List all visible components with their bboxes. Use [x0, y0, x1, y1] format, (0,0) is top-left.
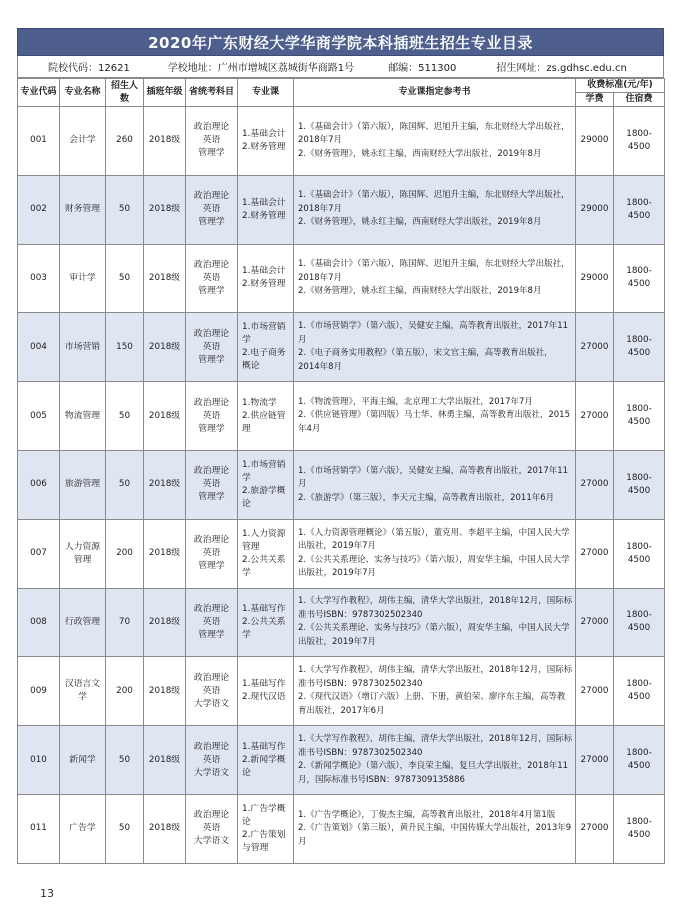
major-code: 008 — [18, 588, 60, 657]
header-lodging: 住宿费 — [614, 93, 665, 107]
reference-books-line: 2.《财务管理》，姚永红主编，西南财经大学出版社，2019年8月 — [298, 148, 542, 159]
tuition: 27000 — [576, 519, 614, 588]
lodging: 1800-4500 — [614, 657, 665, 726]
reference-books-line: 2.《公共关系理论、实务与技巧》（第六版），周安华主编，中国人民大学出版社，2019年7月 — [298, 623, 570, 647]
table-row — [18, 657, 665, 726]
major-table — [17, 78, 665, 864]
table-row — [18, 313, 665, 382]
major-name: 人力资源管理 — [60, 519, 106, 588]
provincial-subjects — [186, 657, 238, 726]
major-courses — [238, 382, 294, 451]
major-code: 002 — [18, 175, 60, 244]
tuition: 27000 — [576, 450, 614, 519]
page-title: 2020年广东财经大学华商学院本科插班生招生专业目录 — [17, 28, 664, 56]
reference-books — [294, 244, 576, 313]
major-courses-line: 2.现代汉语 — [242, 692, 286, 703]
reference-books — [294, 794, 576, 863]
quota: 200 — [106, 657, 144, 726]
major-name: 新闻学 — [60, 726, 106, 795]
quota: 50 — [106, 382, 144, 451]
tuition: 29000 — [576, 244, 614, 313]
table-row — [18, 382, 665, 451]
major-code: 005 — [18, 382, 60, 451]
provincial-subjects — [186, 244, 238, 313]
reference-books — [294, 588, 576, 657]
major-courses — [238, 519, 294, 588]
provincial-subjects — [186, 175, 238, 244]
reference-books — [294, 382, 576, 451]
major-courses-line: 1.基础写作 — [242, 603, 286, 614]
reference-books-line: 1.《广告学概论》，丁俊杰主编，高等教育出版社，2018年4月第1版 — [298, 809, 556, 820]
major-courses-line: 2.公共关系学 — [242, 554, 286, 578]
header-fees: 收费标准(元/年) — [576, 79, 665, 93]
quota: 70 — [106, 588, 144, 657]
provincial-subjects — [186, 450, 238, 519]
major-code: 009 — [18, 657, 60, 726]
provincial-subjects-line: 英语 — [202, 616, 221, 627]
major-courses-line: 1.物流学 — [242, 397, 277, 408]
major-code: 007 — [18, 519, 60, 588]
major-courses-line: 2.新闻学概论 — [242, 754, 286, 778]
reference-books-line: 1.《基础会计》（第六版），陈国辉、迟旭升主编，东北财经大学出版社，2018年7月 — [298, 190, 570, 214]
provincial-subjects-line: 大学语文 — [193, 836, 230, 847]
provincial-subjects-line: 管理学 — [198, 492, 225, 503]
provincial-subjects-line: 管理学 — [198, 354, 225, 365]
major-name: 行政管理 — [60, 588, 106, 657]
reference-books — [294, 519, 576, 588]
school-address: 学校地址：广州市增城区荔城街华商路1号 — [167, 63, 355, 74]
provincial-subjects-line: 政治理论 — [193, 672, 230, 683]
header-grade: 插班年级 — [144, 79, 186, 107]
provincial-subjects — [186, 382, 238, 451]
major-courses — [238, 726, 294, 795]
quota: 50 — [106, 244, 144, 313]
provincial-subjects — [186, 313, 238, 382]
major-code: 011 — [18, 794, 60, 863]
provincial-subjects — [186, 726, 238, 795]
tuition: 27000 — [576, 588, 614, 657]
major-courses-line: 2.电子商务概论 — [242, 348, 286, 372]
table-row — [18, 244, 665, 313]
table-row — [18, 794, 665, 863]
provincial-subjects-line: 政治理论 — [193, 259, 230, 270]
major-code: 006 — [18, 450, 60, 519]
major-name: 广告学 — [60, 794, 106, 863]
table-row — [18, 107, 665, 176]
major-name: 财务管理 — [60, 175, 106, 244]
header-courses: 专业课 — [238, 79, 294, 107]
header-name: 专业名称 — [60, 79, 106, 107]
major-courses — [238, 244, 294, 313]
major-courses-line: 1.市场营销学 — [242, 459, 286, 483]
header-provincial: 省统考科目 — [186, 79, 238, 107]
tuition: 29000 — [576, 107, 614, 176]
reference-books-line: 2.《财务管理》，姚永红主编，西南财经大学出版社，2019年8月 — [298, 217, 542, 228]
provincial-subjects-line: 政治理论 — [193, 741, 230, 752]
lodging: 1800-4500 — [614, 726, 665, 795]
major-code: 004 — [18, 313, 60, 382]
reference-books-line: 1.《基础会计》（第六版），陈国辉、迟旭升主编，东北财经大学出版社，2018年7月 — [298, 121, 570, 146]
provincial-subjects-line: 管理学 — [198, 285, 225, 296]
provincial-subjects-line: 英语 — [202, 823, 221, 834]
header-refs: 专业课指定参考书 — [294, 79, 576, 107]
lodging: 1800-4500 — [614, 175, 665, 244]
major-name: 旅游管理 — [60, 450, 106, 519]
grade: 2018级 — [144, 107, 186, 176]
major-courses-line: 2.广告策划与管理 — [242, 829, 286, 853]
major-courses — [238, 794, 294, 863]
grade: 2018级 — [144, 588, 186, 657]
lodging: 1800-4500 — [614, 519, 665, 588]
reference-books — [294, 726, 576, 795]
reference-books-line: 1.《人力资源管理概论》（第五版），董克用、李超平主编，中国人民大学出版社，2019年7月 — [298, 527, 570, 552]
provincial-subjects — [186, 794, 238, 863]
provincial-subjects-line: 英语 — [202, 135, 221, 146]
provincial-subjects-line: 英语 — [202, 685, 221, 696]
provincial-subjects-line: 政治理论 — [193, 810, 230, 821]
provincial-subjects-line: 管理学 — [198, 423, 225, 434]
major-courses-line: 2.财务管理 — [242, 141, 286, 152]
major-courses-line: 1.人力资源管理 — [242, 528, 286, 552]
tuition: 29000 — [576, 175, 614, 244]
reference-books-line: 1.《大学写作教程》，胡伟主编，清华大学出版社，2018年12月，国际标准书号ISBN：9787302502340 — [298, 596, 573, 620]
major-name: 审计学 — [60, 244, 106, 313]
provincial-subjects — [186, 107, 238, 176]
reference-books-line: 1.《市场营销学》（第六版），吴健安主编，高等教育出版社，2017年11月 — [298, 321, 569, 345]
reference-books — [294, 313, 576, 382]
provincial-subjects-line: 政治理论 — [193, 603, 230, 614]
page-number: 13 — [40, 887, 54, 900]
header-quota: 招生人数 — [106, 79, 144, 107]
header-tuition: 学费 — [576, 93, 614, 107]
grade: 2018级 — [144, 657, 186, 726]
quota: 50 — [106, 726, 144, 795]
table-row — [18, 726, 665, 795]
major-courses-line: 2.供应链管理 — [242, 410, 286, 434]
tuition: 27000 — [576, 382, 614, 451]
admission-catalog — [17, 28, 664, 864]
school-info-bar — [17, 56, 664, 78]
provincial-subjects-line: 英语 — [202, 479, 221, 490]
grade: 2018级 — [144, 382, 186, 451]
major-courses-line: 2.财务管理 — [242, 279, 286, 290]
major-courses-line: 1.基础会计 — [242, 266, 286, 277]
grade: 2018级 — [144, 450, 186, 519]
reference-books — [294, 175, 576, 244]
major-courses — [238, 657, 294, 726]
website: 招生网址：zs.gdhsc.edu.cn — [496, 63, 627, 74]
table-row — [18, 588, 665, 657]
lodging: 1800-4500 — [614, 244, 665, 313]
provincial-subjects — [186, 519, 238, 588]
reference-books-line: 2.《供应链管理》（第四版）马士华、林勇主编，高等教育出版社，2015年4月 — [298, 410, 570, 434]
grade: 2018级 — [144, 794, 186, 863]
provincial-subjects-line: 英语 — [202, 341, 221, 352]
major-courses — [238, 588, 294, 657]
provincial-subjects-line: 政治理论 — [193, 191, 230, 202]
reference-books-line: 1.《大学写作教程》，胡伟主编，清华大学出版社，2018年12月，国际标准书号ISBN：9787302502340 — [298, 734, 573, 758]
major-courses — [238, 175, 294, 244]
grade: 2018级 — [144, 244, 186, 313]
provincial-subjects-line: 管理学 — [198, 629, 225, 640]
major-courses — [238, 107, 294, 176]
tuition: 27000 — [576, 726, 614, 795]
provincial-subjects-line: 政治理论 — [193, 397, 230, 408]
grade: 2018级 — [144, 313, 186, 382]
lodging: 1800-4500 — [614, 107, 665, 176]
major-code: 003 — [18, 244, 60, 313]
lodging: 1800-4500 — [614, 450, 665, 519]
quota: 50 — [106, 175, 144, 244]
provincial-subjects-line: 大学语文 — [193, 767, 230, 778]
provincial-subjects-line: 英语 — [202, 272, 221, 283]
school-code: 院校代码：12621 — [48, 63, 130, 74]
provincial-subjects-line: 英语 — [202, 548, 221, 559]
table-row — [18, 519, 665, 588]
provincial-subjects-line: 政治理论 — [193, 328, 230, 339]
reference-books-line: 2.《广告策划》（第三版），黄升民主编，中国传媒大学出版社，2013年9月 — [298, 823, 572, 847]
table-row — [18, 175, 665, 244]
reference-books-line: 2.《现代汉语》（增订六版）上册、下册，黄伯荣、廖序东主编，高等教育出版社，2017年6月 — [298, 692, 566, 716]
major-courses-line: 1.基础写作 — [242, 741, 286, 752]
grade: 2018级 — [144, 519, 186, 588]
reference-books-line: 1.《市场营销学》（第六版），吴健安主编，高等教育出版社，2017年11月 — [298, 465, 569, 490]
tuition: 27000 — [576, 313, 614, 382]
major-code: 001 — [18, 107, 60, 176]
table-row — [18, 450, 665, 519]
grade: 2018级 — [144, 175, 186, 244]
reference-books-line: 2.《旅游学》（第三版），李天元主编，高等教育出版社，2011年6月 — [298, 492, 555, 503]
lodging: 1800-4500 — [614, 794, 665, 863]
major-courses-line: 1.基础会计 — [242, 128, 286, 139]
provincial-subjects-line: 英语 — [202, 410, 221, 421]
major-courses-line: 1.广告学概论 — [242, 803, 286, 827]
lodging: 1800-4500 — [614, 313, 665, 382]
major-courses — [238, 450, 294, 519]
reference-books — [294, 450, 576, 519]
major-code: 010 — [18, 726, 60, 795]
major-courses-line: 1.基础会计 — [242, 197, 286, 208]
grade: 2018级 — [144, 726, 186, 795]
major-name: 物流管理 — [60, 382, 106, 451]
provincial-subjects-line: 政治理论 — [193, 122, 230, 133]
major-courses-line: 2.公共关系学 — [242, 616, 286, 640]
reference-books-line: 2.《新闻学概论》（第六版），李良荣主编，复旦大学出版社，2018年11月，国际标准书号ISBN：9787309135886 — [298, 761, 569, 785]
major-courses-line: 1.市场营销学 — [242, 322, 286, 346]
postcode: 邮编：511300 — [388, 63, 457, 74]
provincial-subjects-line: 英语 — [202, 204, 221, 215]
reference-books-line: 2.《公共关系理论、实务与技巧》（第六版），周安华主编，中国人民大学出版社，2019年7月 — [298, 554, 570, 579]
major-name: 汉语言文学 — [60, 657, 106, 726]
major-name: 会计学 — [60, 107, 106, 176]
reference-books — [294, 107, 576, 176]
lodging: 1800-4500 — [614, 588, 665, 657]
major-courses-line: 1.基础写作 — [242, 679, 286, 690]
lodging: 1800-4500 — [614, 382, 665, 451]
quota: 50 — [106, 450, 144, 519]
provincial-subjects — [186, 588, 238, 657]
provincial-subjects-line: 政治理论 — [193, 535, 230, 546]
provincial-subjects-line: 管理学 — [198, 148, 225, 159]
reference-books-line: 1.《大学写作教程》，胡伟主编，清华大学出版社，2018年12月，国际标准书号ISBN：9787302502340 — [298, 665, 573, 689]
provincial-subjects-line: 管理学 — [198, 217, 225, 228]
quota: 200 — [106, 519, 144, 588]
major-name: 市场营销 — [60, 313, 106, 382]
reference-books-line: 1.《物流管理》，平海主编，北京理工大学出版社，2017年7月 — [298, 396, 533, 407]
provincial-subjects-line: 英语 — [202, 754, 221, 765]
major-courses-line: 2.旅游学概论 — [242, 485, 286, 509]
tuition: 27000 — [576, 794, 614, 863]
reference-books-line: 1.《基础会计》（第六版），陈国辉、迟旭升主编，东北财经大学出版社，2018年7月 — [298, 259, 570, 283]
reference-books-line: 2.《电子商务实用教程》（第五版），宋文官主编，高等教育出版社，2014年8月 — [298, 348, 553, 372]
major-courses — [238, 313, 294, 382]
major-courses-line: 2.财务管理 — [242, 210, 286, 221]
tuition: 27000 — [576, 657, 614, 726]
provincial-subjects-line: 管理学 — [198, 561, 225, 572]
quota: 50 — [106, 794, 144, 863]
quota: 150 — [106, 313, 144, 382]
reference-books-line: 2.《财务管理》，姚永红主编，西南财经大学出版社，2019年8月 — [298, 286, 542, 297]
reference-books — [294, 657, 576, 726]
provincial-subjects-line: 大学语文 — [193, 698, 230, 709]
provincial-subjects-line: 政治理论 — [193, 466, 230, 477]
header-code: 专业代码 — [18, 79, 60, 107]
quota: 260 — [106, 107, 144, 176]
